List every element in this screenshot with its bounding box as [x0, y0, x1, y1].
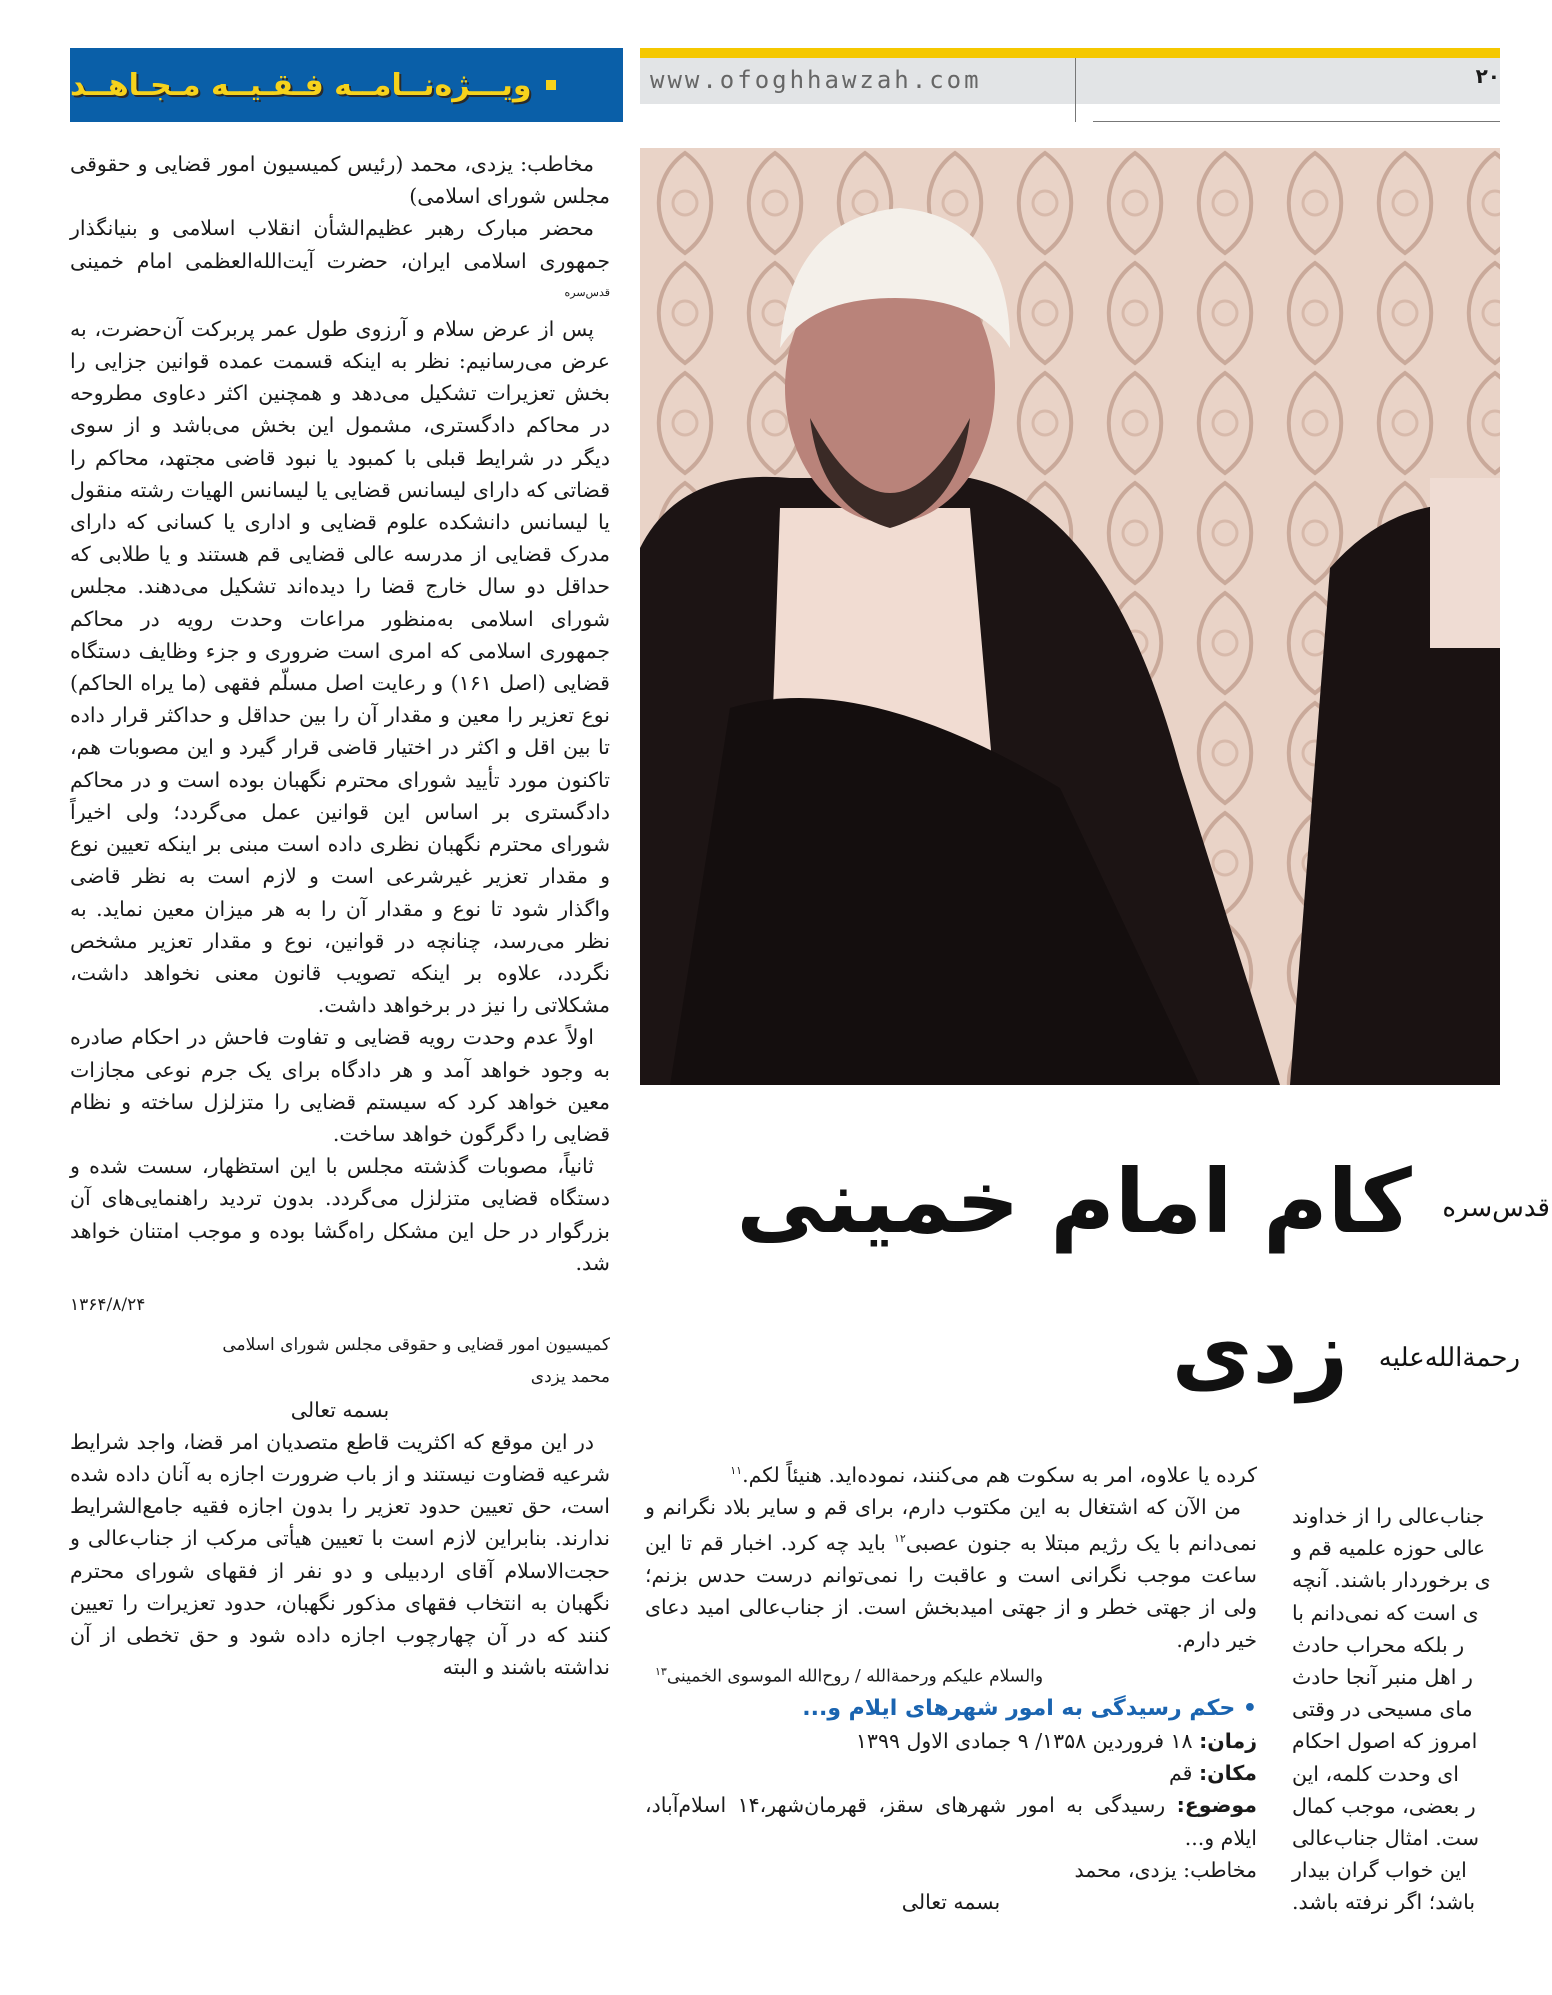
honorific-rahmatullah: رحمة‌الله‌علیه: [1378, 1343, 1520, 1374]
salutation-text: محضر مبارک رهبر عظیم‌الشأن انقلاب اسلامی و بنیانگذار جمهوری اسلامی ایران، حضرت آیت‌الله‌العظمی امام خمینی: [70, 216, 610, 273]
honorific-qaddasa-sirruh: قدس‌سره: [1442, 1193, 1550, 1224]
website-url[interactable]: www.ofoghhawzah.com: [640, 58, 1076, 122]
headline-line-1: [736, 1150, 1550, 1253]
text-line: ی برخوردار باشند. آنچه: [1292, 1568, 1491, 1593]
headline-text: کام امام خمینی: [736, 1150, 1412, 1253]
closing-text: والسلام علیکم ورحمة‌الله / روح‌الله الموسوی الخمینی: [666, 1666, 1044, 1687]
time-row: [645, 1725, 1257, 1757]
text-line: ای وحدت کلمه، این: [1292, 1761, 1459, 1786]
text-line: جناب‌عالی را از خداوند: [1292, 1504, 1485, 1528]
text-line: این خواب گران بیدار: [1292, 1858, 1467, 1883]
paragraph: [645, 1491, 1257, 1656]
paragraph: پس از عرض سلام و آرزوی طول عمر پربرکت آن‌حضرت، به عرض می‌رسانیم: نظر به اینکه قسمت عمده قوانین جزایی را بخش تعزیرات تشکیل می‌دهد و همچنین اکثر دعاوی مطروحه در محاکم دادگستری، مشمول این بخش می‌باشد و از سوی دیگر در شرایط قبلی با کمبود یا نبود قاضی مجتهد، محاکم را قضاتی که دارای لیسانس قضایی یا لیسانس الهیات رشته منقول یا لیسانس دانشکده علوم قضایی و اداری یا کسانی که دارای مدرک قضایی از مدرسه عالی قضایی قم هستند و یا طلابی که حداقل دو سال خارج قضا را دیده‌اند تشکیل می‌دهند. مجلس شورای اسلامی به‌منظور مراعات وحدت رویه در محاکم جمهوری اسلامی که امری است ضروری و جزء وظایف دستگاه قضایی (اصل ۱۶۱) و رعایت اصل مسلّم فقهی (ما یراه الحاکم) نوع تعزیر را معین و مقدار آن را بین حداقل و حداکثر قرار داده تا بین اقل و اکثر در اختیار قاضی قرار گیرد و این مصوبات هم، تاکنون مورد تأیید شورای محترم نگهبان بوده است و در محاکم دادگستری بر اساس این قوانین عمل می‌گردد؛ ولی اخیراً شورای محترم نگهبان نظری داده است مبنی بر اینکه تعیین نوع و مقدار تعزیر غیرشرعی است و لازم است به نظر قاضی واگذار شود تا نوع و مقدار آن را به هر میزان معین نماید. به نظر می‌رسد، چنانچه در قوانین، نوع و مقدار تعزیر مشخص نگردد، علاوه بر اینکه تصویب قانون معنی نخواهد داشت، مشکلاتی را نیز در برخواهد داشت.: [70, 316, 610, 1018]
paragraph-text: من الآن که اشتغال به این مکتوب دارم، برای قم و سایر بلاد نگرانم و نمی‌دانم با یک رژیم مبتلا به جنون عصبی: [645, 1495, 1257, 1556]
section-banner: [70, 48, 623, 122]
bullet-square-icon: [546, 80, 556, 90]
divider: [1093, 121, 1500, 122]
paragraph-text: کرده یا علاوه، امر به سکوت هم می‌کنند، نموده‌اید. هنیئاً لکم.: [742, 1462, 1257, 1487]
invocation: بسمه تعالی: [901, 1889, 1001, 1914]
footnote-ref: ۱۲: [894, 1532, 906, 1546]
footnote-ref: ۱۳: [655, 1664, 667, 1678]
letter-date: ۱۳۶۴/۸/۲۴: [70, 1294, 146, 1315]
middle-column: [645, 1455, 1257, 1918]
paragraph: اولاً عدم وحدت رویه قضایی و تفاوت فاحش در احکام صادره به وجود خواهد آمد و هر دادگاه برای یک جرم نوعی مجازات معین خواهد کرد که سیستم قضایی را متزلزل ساخته و نظام قضایی را دگرگون خواهد ساخت.: [70, 1025, 610, 1146]
time-label: زمان:: [1199, 1728, 1257, 1753]
paragraph: ثانیاً، مصوبات گذشته مجلس با این استظهار، سست شده و دستگاه قضایی متزلزل می‌گردد. بدون تردید راهنمایی‌های آن بزرگوار در حل این مشکل راه‌گشا بوده و موجب امتنان خواهد شد.: [70, 1154, 610, 1275]
subject-row: [645, 1789, 1257, 1853]
text-line: ر بعضی، موجب کمال: [1292, 1793, 1476, 1818]
paragraph-text: باید چه کرد. اخبار قم تا این ساعت موجب نگرانی است و عاقبت را نمی‌توانم درست حدس بزنم؛ ولی از جهتی خطر و از جهتی امیدبخش است. از جناب‌عالی امید دعای خیر دارم.: [645, 1531, 1257, 1652]
place-row: [645, 1757, 1257, 1789]
place-label: مکان:: [1198, 1761, 1257, 1786]
paragraph: در این موقع که اکثریت قاطع متصدیان امر قضا، واجد شرایط شرعیه قضاوت نیستند و از باب ضرورت اجازه به آنان داده شده است، حق تعیین حدود تعزیر را بدون اجازه فقیه جامع‌الشرایط ندارند. بنابراین لازم است با تعیین هیأتی مرکب از جناب‌عالی و حجت‌الاسلام آقای اردبیلی و دو نفر از فقهای شورای محترم نگهبان به انتخاب فقهای مذکور نگهبان، حدود تعزیرات را تعیین کنند که در آن چهارچوب اجازه داده شود و حق تخطی از آن نداشته باشند و البته: [70, 1429, 610, 1680]
time-value: ۱۸ فروردین ۱۳۵۸/ ۹ جمادی الاول ۱۳۹۹: [855, 1728, 1200, 1753]
text-line: ی است که نمی‌دانم با: [1292, 1600, 1479, 1625]
photo-clerics: [640, 148, 1500, 1085]
text-line: امروز که اصول احکام: [1292, 1729, 1478, 1754]
closing-signature: [645, 1656, 1257, 1693]
headline-text: زدی: [1171, 1300, 1349, 1403]
signature-name: محمد یزدی: [530, 1367, 610, 1388]
footnote-ref: ۱۱: [730, 1464, 743, 1477]
invocation: بسمه تعالی: [290, 1397, 390, 1422]
headline-line-2: [1172, 1300, 1520, 1403]
section-title: ویـــژه‌نــامــه فـقـیــه مـجـاهــد: [70, 67, 532, 103]
page-number: ۲۰: [1475, 64, 1500, 88]
left-column: [70, 148, 610, 1683]
text-line: مای مسیحی در وقتی: [1292, 1697, 1473, 1722]
right-column: [1292, 1500, 1552, 1919]
paragraph: [645, 1455, 1257, 1491]
subject-label: موضوع:: [1176, 1793, 1257, 1818]
signature-org: کمیسیون امور قضایی و حقوقی مجلس شورای اسلامی: [222, 1335, 610, 1356]
salutation: [70, 212, 610, 312]
section-heading: • حکم رسیدگی به امور شهرهای ایلام و...: [802, 1695, 1257, 1721]
text-line: عالی حوزه علمیه قم و: [1292, 1536, 1486, 1561]
honorific: قدس‌سره: [564, 285, 610, 299]
subject-value: رسیدگی به امور شهرهای سقز، قهرمان‌شهر،۱۴ اسلام‌آباد، ایلام و...: [645, 1793, 1257, 1850]
text-line: باشد؛ اگر نرفته باشد.: [1292, 1890, 1476, 1915]
place-value: قم: [1169, 1761, 1199, 1786]
text-line: ر اهل منبر آنجا حادث: [1292, 1665, 1473, 1690]
text-line: ر بلکه محراب حادث: [1292, 1632, 1465, 1657]
header-rule: [640, 48, 1500, 58]
addressee: مخاطب: یزدی، محمد (رئیس کمیسیون امور قضایی و حقوقی مجلس شورای اسلامی): [70, 152, 610, 209]
text-line: ست. امثال جناب‌عالی: [1292, 1826, 1480, 1851]
addressee: مخاطب: یزدی، محمد: [1074, 1857, 1257, 1882]
